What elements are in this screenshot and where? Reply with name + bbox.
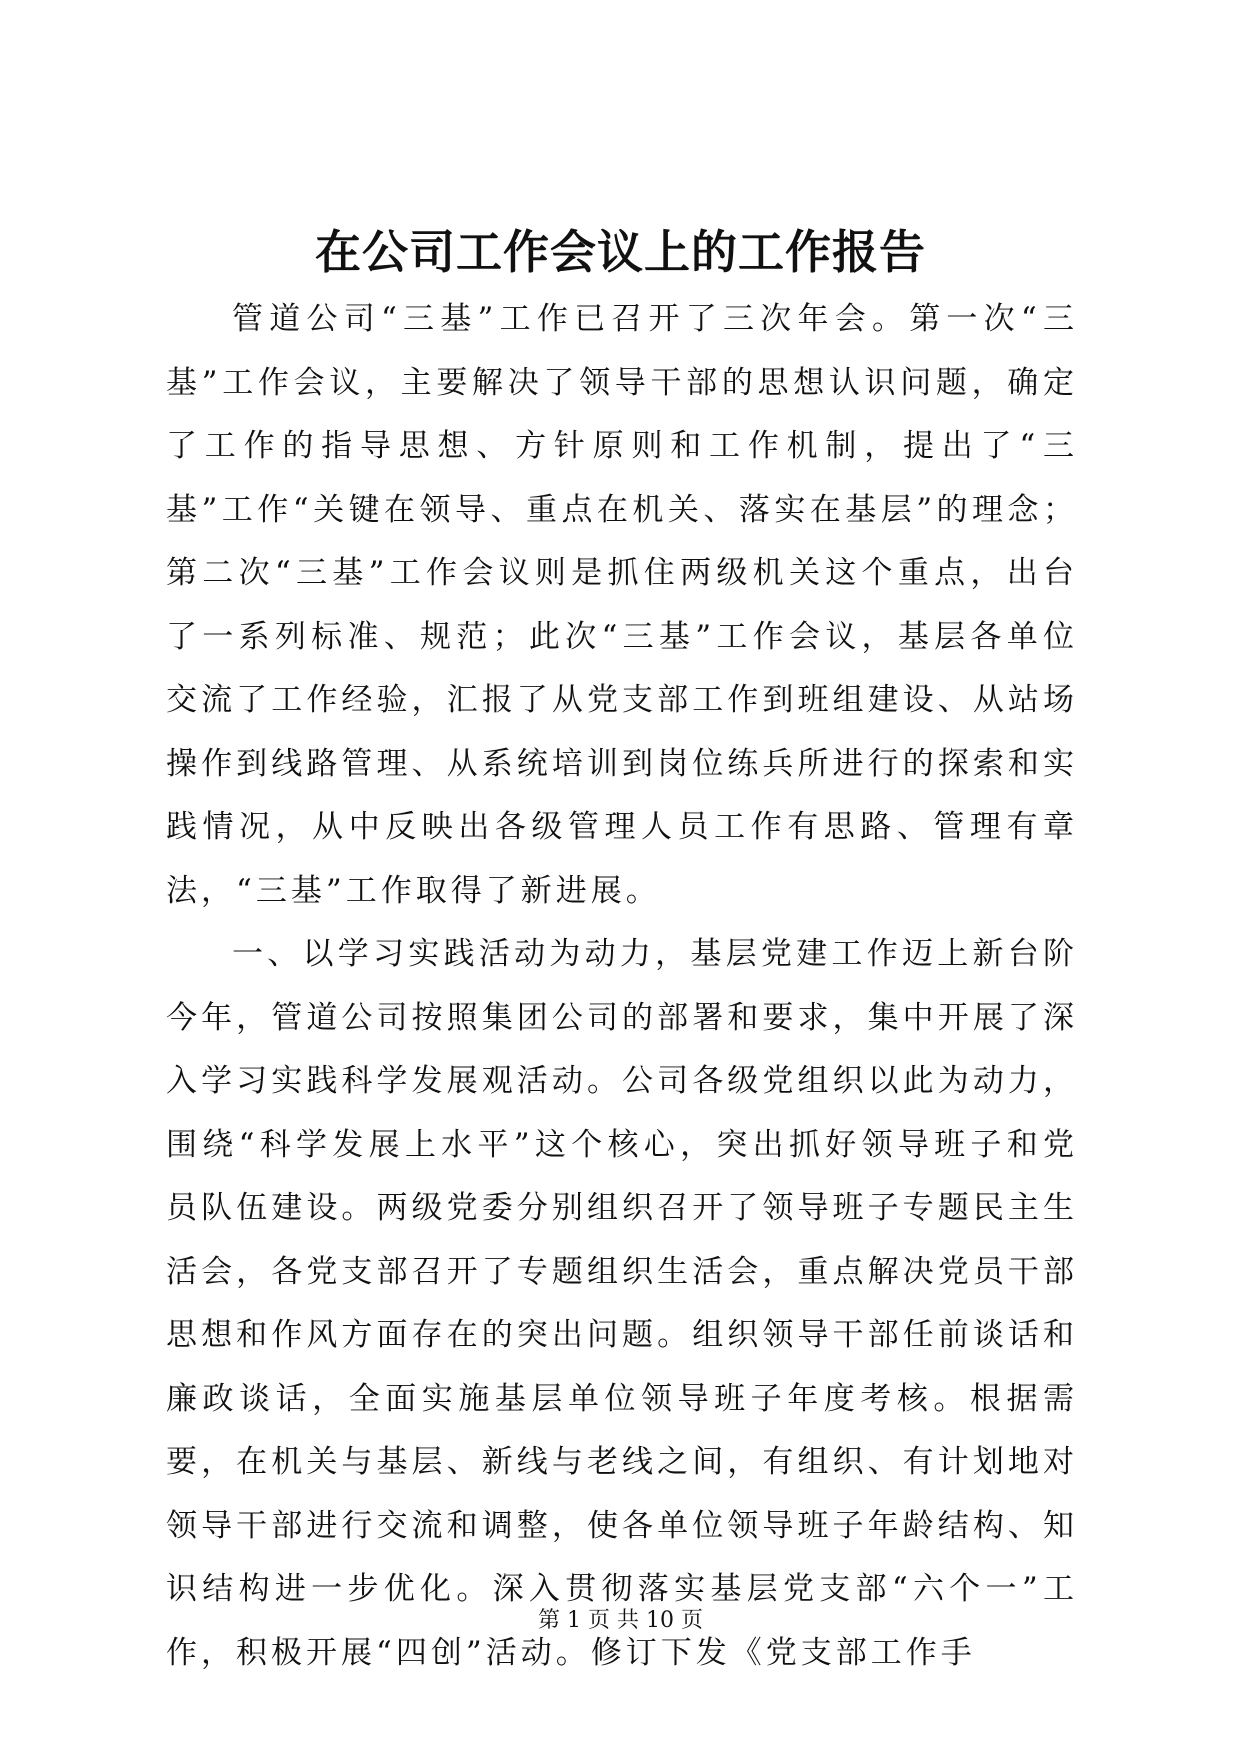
page-number-label: 第 1 页 共 10 页 [538,1608,703,1633]
paragraph-section-one: 一、以学习实践活动为动力，基层党建工作迈上新台阶今年，管道公司按照集团公司的部署和要求，集中开展了深入学习实践科学发展观活动。公司各级党组织以此为动力，围绕“科学发展上水平”这个核心，突出抓好领导班子和党员队伍建设。两级党委分别组织召开了领导班子专题民主生活会，各党支部召开了专题组织生活会，重点解决党员干部思想和作风方面存在的突出问题。组织领导干部任前谈话和廉政谈话，全面实施基层单位领导班子年度考核。根据需要，在机关与基层、新线与老线之间，有组织、有计划地对领导干部进行交流和调整，使各单位领导班子年龄结构、知识结构进一步优化。深入贯彻落实基层党支部“六个一”工作，积极开展“四创”活动。修订下发《党支部工作手 [166,936,1078,1671]
document-body [166,288,1078,1685]
document-title: 在公司工作会议上的工作报告 [315,225,926,279]
paragraph-intro: 管道公司“三基”工作已召开了三次年会。第一次“三基”工作会议，主要解决了领导干部的思想认识问题，确定了工作的指导思想、方针原则和工作机制，提出了“三基”工作“关键在领导、重点在机关、落实在基层”的理念；第二次“三基”工作会议则是抓住两级机关这个重点，出台了一系列标准、规范；此次“三基”工作会议，基层各单位交流了工作经验，汇报了从党支部工作到班组建设、从站场操作到线路管理、从系统培训到岗位练兵所进行的探索和实践情况，从中反映出各级管理人员工作有思路、管理有章法，“三基”工作取得了新进展。 [166,301,1078,909]
page-footer [0,1606,1241,1636]
